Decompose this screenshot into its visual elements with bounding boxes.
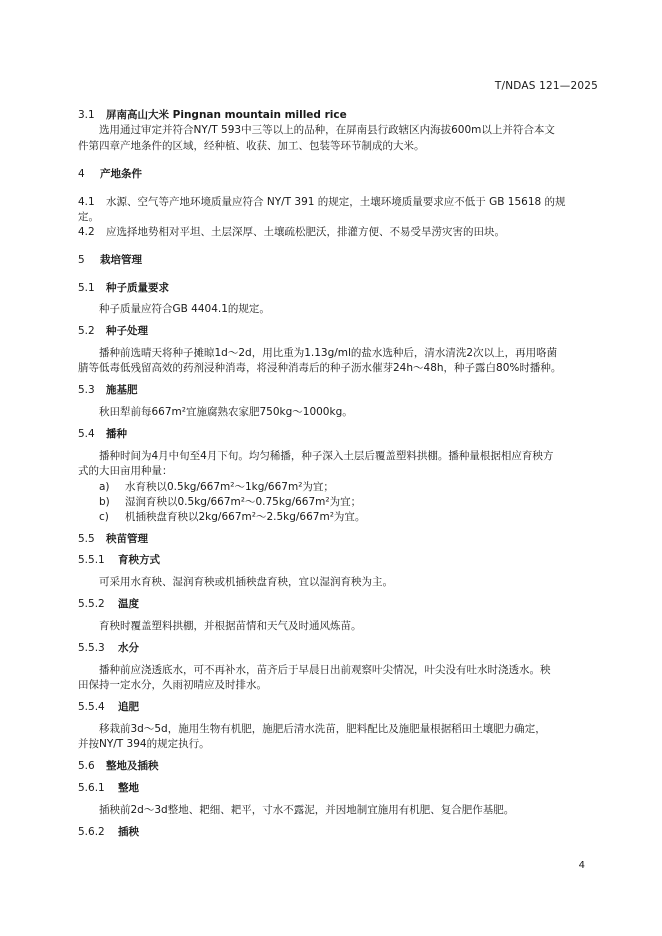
section-number: 5 [78, 254, 85, 266]
section-5-3-heading [78, 383, 138, 397]
section-number: 5.6 [78, 760, 95, 772]
paragraph-line: 移栽前3d～5d，施用生物有机肥，施肥后清水洗苗，肥料配比及施肥量根据稻田土壤肥力确定， [99, 723, 546, 735]
section-number: 5.4 [78, 428, 95, 440]
section-3-1-heading [78, 108, 347, 122]
paragraph-line: 可采用水育秧、湿润育秧或机插秧盘育秧，宜以湿润育秧为主。 [99, 576, 393, 588]
section-5-5-2-heading [78, 597, 139, 611]
paragraph-line: 腈等低毒低残留高效的药剂浸种消毒，将浸种消毒后的种子沥水催芽24h～48h，种子露白80%时播种。 [78, 362, 562, 374]
section-number: 5.6.2 [78, 826, 105, 838]
list-marker: b) [99, 496, 110, 508]
section-title: 种子处理 [106, 325, 148, 337]
section-5-1-heading [78, 281, 169, 295]
section-title: 施基肥 [106, 384, 138, 396]
document-code: T/NDAS 121—2025 [494, 80, 598, 92]
section-5-6-2-heading [78, 825, 139, 839]
paragraph-line: 田保持一定水分，久雨初晴应及时排水。 [78, 679, 267, 691]
section-5-6-heading [78, 759, 159, 773]
section-number: 4 [78, 168, 85, 180]
paragraph-line: 插秧前2d～3d整地、耙细、耙平，寸水不露泥，并因地制宜施用有机肥、复合肥作基肥。 [99, 804, 515, 816]
paragraph-line: 选用通过审定并符合NY/T 593中三等以上的品种，在屏南县行政辖区内海拔600m以上并符合本文 [99, 124, 555, 136]
paragraph-line: 并按NY/T 394的规定执行。 [78, 738, 210, 750]
section-number: 5.5.4 [78, 701, 105, 713]
section-5-5-heading [78, 532, 148, 546]
section-title: 水分 [118, 642, 139, 654]
section-5-2-heading [78, 324, 148, 338]
clause-4-2-line [78, 225, 505, 239]
section-title: 秧苗管理 [106, 533, 148, 545]
section-number: 5.1 [78, 282, 95, 294]
section-4-heading [78, 167, 142, 181]
section-number: 5.3 [78, 384, 95, 396]
clause-text: 应选择地势相对平坦、土层深厚、土壤疏松肥沃，排灌方便、不易受旱涝灾害的田块。 [106, 226, 505, 238]
paragraph-line: 秋田犁前每667m²宜施腐熟农家肥750kg～1000kg。 [99, 406, 353, 418]
clause-number: 4.2 [78, 226, 95, 238]
list-item [99, 510, 365, 524]
paragraph-line: 播种前选晴天将种子摊晾1d～2d，用比重为1.13g/ml的盐水选种后，清水清洗2次以上，再用咯菌 [99, 347, 558, 359]
section-5-5-3-heading [78, 641, 139, 655]
list-item [99, 480, 334, 494]
section-title: 栽培管理 [100, 254, 142, 266]
list-marker: a) [99, 481, 110, 493]
section-number: 5.5.3 [78, 642, 105, 654]
section-title: 插秧 [118, 826, 139, 838]
list-text: 机插秧盘育秧以2kg/667m²～2.5kg/667m²为宜。 [125, 511, 366, 523]
paragraph-line: 播种时间为4月中旬至4月下旬。均匀稀播，种子深入土层后覆盖塑料拱棚。播种量根据相应育秧方 [99, 450, 554, 462]
clause-text: 水源、空气等产地环境质量应符合 NY/T 391 的规定，土壤环境质量要求应不低于 GB 15618 的规 [106, 196, 566, 208]
clause-4-1-line [78, 195, 566, 209]
list-marker: c) [99, 511, 109, 523]
list-text: 水育秧以0.5kg/667m²～1kg/667m²为宜； [125, 481, 334, 493]
paragraph-line: 定。 [78, 211, 99, 223]
section-5-5-4-heading [78, 700, 139, 714]
paragraph-line: 育秧时覆盖塑料拱棚，并根据苗情和天气及时通风炼苗。 [99, 620, 362, 632]
section-number: 5.5 [78, 533, 95, 545]
paragraph-line: 式的大田亩用种量： [78, 465, 173, 477]
section-title: 追肥 [118, 701, 139, 713]
section-5-heading [78, 253, 142, 267]
section-number: 5.6.1 [78, 782, 105, 794]
section-number: 5.5.1 [78, 554, 105, 566]
section-title: 温度 [118, 598, 139, 610]
section-number: 3.1 [78, 109, 95, 121]
list-text: 湿润育秧以0.5kg/667m²～0.75kg/667m²为宜； [125, 496, 362, 508]
paragraph-line: 件第四章产地条件的区域，经种植、收获、加工、包装等环节制成的大米。 [78, 140, 425, 152]
clause-number: 4.1 [78, 196, 95, 208]
section-5-4-heading [78, 427, 127, 441]
paragraph-line: 播种前应浇透底水，可不再补水，苗齐后于早晨日出前观察叶尖情况，叶尖没有吐水时浇透水。秧 [99, 664, 551, 676]
section-title: 产地条件 [100, 168, 142, 180]
section-title: 育秧方式 [118, 554, 160, 566]
section-title: 播种 [106, 428, 127, 440]
section-number: 5.5.2 [78, 598, 105, 610]
section-5-6-1-heading [78, 781, 139, 795]
list-item [99, 495, 361, 509]
section-title: 整地 [118, 782, 139, 794]
section-5-5-1-heading [78, 553, 160, 567]
section-title: 整地及插秧 [106, 760, 159, 772]
section-number: 5.2 [78, 325, 95, 337]
page-number: 4 [578, 860, 585, 871]
section-title: 种子质量要求 [106, 282, 169, 294]
section-title: 屏南高山大米 Pingnan mountain milled rice [106, 109, 347, 121]
paragraph-line: 种子质量应符合GB 4404.1的规定。 [99, 303, 270, 315]
